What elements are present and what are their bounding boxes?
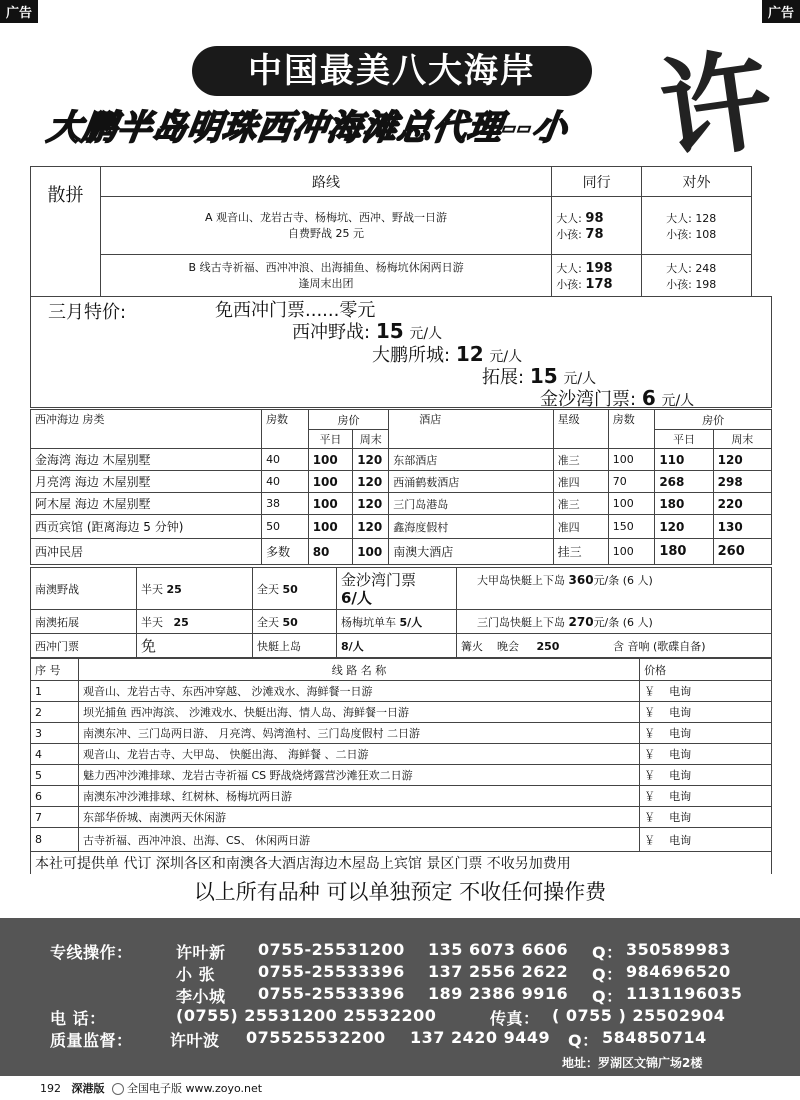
route-name: 坝光捕鱼 西冲海滨、 沙滩戏水、快艇出海、情人岛、海鲜餐一日游	[78, 702, 639, 723]
room-name: 西冲民居	[31, 539, 262, 565]
weekend-header: 周末	[353, 430, 389, 449]
bonfire-label: 篝火	[461, 639, 483, 653]
bike-price: 5/人	[399, 615, 423, 629]
table-row	[31, 786, 772, 807]
special-item-unit: 元/人	[563, 371, 597, 387]
hotel-name: 东部酒店	[389, 449, 553, 471]
route-name: 观音山、龙岩古寺、东西冲穿越、 沙滩戏水、海鲜餐一日游	[78, 681, 639, 702]
table-row	[31, 471, 772, 493]
yuan-icon: ￥	[644, 748, 656, 761]
address: 地址：罗湖区文锦广场2楼	[562, 1056, 703, 1070]
weekend-header: 周末	[713, 430, 771, 449]
price-value: 248	[695, 261, 717, 275]
table-row	[31, 807, 772, 828]
table-row	[31, 765, 772, 786]
contact-name: 李小城	[176, 987, 226, 1006]
contact-mobile: 135 6073 6606	[428, 940, 569, 959]
inquiry-label: 电询	[669, 811, 692, 824]
logo-calligraphy: 许	[652, 33, 780, 177]
route-name-header: 线 路 名 称	[78, 659, 639, 681]
room-name: 金海湾 海边 木屋别墅	[31, 449, 262, 471]
contact-qq: 1131196035	[626, 984, 743, 1003]
room-price-header: 房价	[308, 410, 389, 430]
category-label: 散拼	[31, 167, 101, 297]
edition-label: 深港版	[71, 1082, 105, 1095]
quick-boat-label: 快艇上岛	[253, 634, 337, 658]
yuan-icon: ￥	[644, 833, 656, 847]
room-count: 多数	[262, 539, 309, 565]
weekend-price: 120	[353, 515, 389, 539]
table-row	[31, 539, 772, 565]
price-value: 198	[695, 277, 717, 291]
contact-tel: 0755-25533396	[258, 962, 405, 981]
room-count: 50	[262, 515, 309, 539]
phone-numbers: (0755) 25531200 25532200	[176, 1006, 437, 1025]
hotel-price-header: 房价	[655, 410, 772, 430]
inquiry-label: 电询	[669, 790, 692, 803]
activity-name: 西冲门票	[31, 634, 137, 658]
public-header: 对外	[642, 167, 752, 197]
group-tour-table	[30, 166, 752, 297]
weekday-price: 100	[308, 449, 353, 471]
contact-qq: 350589983	[626, 940, 731, 959]
special-item-unit: 元/人	[661, 393, 695, 409]
jinsha-ticket-label: 金沙湾门票	[341, 570, 417, 589]
weekday-price: 80	[308, 539, 353, 565]
hotline-label: 专线操作：	[50, 943, 133, 962]
route-b-note: 逢周末出团	[298, 276, 354, 290]
hotel-weekend-price: 220	[713, 493, 771, 515]
hotel-name: 南澳大酒店	[389, 539, 553, 565]
route-header: 路线	[100, 167, 551, 197]
bike-label: 杨梅坑单车	[341, 615, 396, 629]
weekend-price: 120	[353, 493, 389, 515]
special-item-price: 6	[641, 386, 656, 410]
hotel-name: 鑫海度假村	[389, 515, 553, 539]
route-no: 6	[31, 786, 79, 807]
child-label: 小孩:	[556, 277, 582, 291]
route-a-peer-price	[552, 197, 642, 255]
special-item-name: 大鹏所城:	[372, 345, 451, 366]
page-title: 中国最美八大海岸	[192, 46, 592, 96]
table-row	[31, 702, 772, 723]
boat-price: 270	[568, 614, 594, 629]
supervisor-qq: 584850714	[602, 1028, 707, 1047]
route-b-peer-price	[552, 255, 642, 297]
child-label: 小孩:	[556, 227, 582, 241]
room-count: 40	[262, 471, 309, 493]
route-name: 东部华侨城、南澳两天休闲游	[78, 807, 639, 828]
logo-icon	[112, 1083, 124, 1095]
route-list-table	[30, 658, 772, 874]
hotel-count-header: 房数	[608, 410, 655, 449]
price-value: 178	[585, 276, 613, 292]
phone-label: 电 话：	[50, 1009, 106, 1028]
contact-mobile: 189 2386 9916	[428, 984, 569, 1003]
route-no: 4	[31, 744, 79, 765]
hotel-count: 100	[608, 493, 655, 515]
special-item-price: 15	[375, 319, 404, 343]
table-row	[31, 828, 772, 852]
full-day-price: 50	[282, 582, 298, 596]
route-name: 南澳东冲、三门岛两日游、 月亮湾、妈湾渔村、三门岛度假村 二日游	[78, 723, 639, 744]
route-a	[100, 197, 551, 255]
table-row	[31, 449, 772, 471]
supervisor-tel: 075525532200	[246, 1028, 386, 1047]
audio-note: 含 音响 (歌碟自备)	[612, 639, 706, 653]
yuan-icon: ￥	[644, 790, 656, 803]
route-name: 南澳东冲沙滩排球、红树林、杨梅坑两日游	[78, 786, 639, 807]
qq-label: Q：	[592, 965, 623, 984]
hotel-weekday-price: 180	[655, 539, 713, 565]
route-a-public-price	[642, 197, 752, 255]
price-header: 价格	[640, 659, 772, 681]
ad-label-right: 广告	[762, 0, 800, 23]
route-no: 3	[31, 723, 79, 744]
inquiry-label: 电询	[669, 727, 692, 740]
free-ticket-offer: 免西冲门票......零元	[215, 300, 376, 321]
special-label: 三月特价:	[48, 302, 127, 323]
no-fee-note: 以上所有品种 可以单独预定 不收任何操作费	[193, 880, 607, 904]
weekday-header: 平日	[655, 430, 713, 449]
yuan-icon: ￥	[644, 706, 656, 719]
supervisor-name: 许叶波	[170, 1031, 220, 1050]
route-name: 魅力西冲沙滩排球、龙岩古寺祈福 CS 野战烧烤露营沙滩狂欢二日游	[78, 765, 639, 786]
full-day-label: 全天	[257, 615, 279, 629]
route-b-public-price	[642, 255, 752, 297]
hotel-count: 150	[608, 515, 655, 539]
route-no: 2	[31, 702, 79, 723]
fax-label: 传真：	[490, 1009, 540, 1028]
hotel-weekend-price: 120	[713, 449, 771, 471]
special-item-price: 15	[529, 364, 558, 388]
room-table	[30, 409, 772, 565]
hotel-weekend-price: 130	[713, 515, 771, 539]
half-day-price: 25	[173, 615, 189, 629]
special-item-unit: 元/人	[489, 349, 523, 365]
hotel-weekday-price: 268	[655, 471, 713, 493]
route-b-desc: B 线古寺祈福、西冲冲浪、出海捕鱼、杨梅坑休闲两日游	[188, 260, 464, 274]
inquiry-label: 电询	[669, 706, 692, 719]
hotel-count: 100	[608, 449, 655, 471]
hotel-star: 准四	[553, 471, 608, 493]
adult-label: 大人:	[666, 211, 692, 225]
fax-number: ( 0755 ) 25502904	[552, 1006, 726, 1025]
supervisor-mobile: 137 2420 9449	[410, 1028, 551, 1047]
weekday-price: 100	[308, 493, 353, 515]
full-day-label: 全天	[257, 582, 279, 596]
child-label: 小孩:	[666, 277, 692, 291]
adult-label: 大人:	[556, 211, 582, 225]
party-label: 晚会	[497, 639, 519, 653]
route-b	[100, 255, 551, 297]
inquiry-label: 电询	[669, 833, 692, 847]
page-subtitle: 大鹏半岛明珠西冲海滩总代理--小	[44, 108, 571, 148]
weekday-price: 100	[308, 515, 353, 539]
boat-route: 大甲岛快艇上下岛	[477, 574, 565, 587]
table-row	[31, 723, 772, 744]
activity-name: 南澳拓展	[31, 610, 137, 634]
inquiry-label: 电询	[669, 685, 692, 698]
price-value: 128	[695, 211, 717, 225]
party-price: 250	[536, 639, 560, 653]
hotel-star: 挂三	[553, 539, 608, 565]
child-label: 小孩:	[666, 227, 692, 241]
hotel-count: 100	[608, 539, 655, 565]
price-value: 98	[585, 210, 604, 226]
table-row	[31, 744, 772, 765]
inquiry-label: 电询	[669, 769, 692, 782]
hotel-weekday-price: 120	[655, 515, 713, 539]
route-name: 观音山、龙岩古寺、大甲岛、 快艇出海、 海鲜餐 、二日游	[78, 744, 639, 765]
price-value: 198	[585, 260, 613, 276]
adult-label: 大人:	[556, 261, 582, 275]
qq-label: Q：	[592, 943, 623, 962]
contact-section	[0, 918, 800, 1076]
room-count-header: 房数	[262, 410, 309, 449]
half-day-label: 半天	[141, 582, 163, 596]
room-count: 40	[262, 449, 309, 471]
boat-unit: 元/条 (6 人)	[593, 615, 653, 629]
table-row	[31, 681, 772, 702]
route-a-note: 自费野战 25 元	[288, 226, 365, 240]
hotel-star: 准四	[553, 515, 608, 539]
yuan-icon: ￥	[644, 811, 656, 824]
boat-unit: 元/条 (6 人)	[593, 574, 653, 587]
special-item-name: 金沙湾门票:	[540, 389, 637, 410]
contact-name: 小 张	[176, 965, 216, 984]
price-value: 78	[585, 226, 604, 242]
special-item-name: 西冲野战:	[292, 322, 371, 343]
seq-header: 序 号	[31, 659, 79, 681]
room-name: 西贡宾馆 (距离海边 5 分钟)	[31, 515, 262, 539]
hotel-weekend-price: 298	[713, 471, 771, 493]
hotel-weekday-price: 180	[655, 493, 713, 515]
room-type-header: 西冲海边 房类	[31, 410, 262, 449]
contact-name: 许叶新	[176, 943, 226, 962]
special-item-price: 12	[455, 342, 484, 366]
route-a-desc: A 观音山、龙岩古寺、杨梅坑、西冲、野战一日游	[205, 210, 448, 224]
hotel-name: 三门岛港岛	[389, 493, 553, 515]
yuan-icon: ￥	[644, 769, 656, 782]
hotel-star: 准三	[553, 493, 608, 515]
room-name: 月亮湾 海边 木屋别墅	[31, 471, 262, 493]
contact-tel: 0755-25533396	[258, 984, 405, 1003]
half-day-price: 25	[166, 582, 182, 596]
qq-label: Q：	[568, 1031, 599, 1050]
weekend-price: 120	[353, 471, 389, 493]
boat-price: 360	[568, 573, 594, 587]
hotel-weekend-price: 260	[713, 539, 771, 565]
special-item	[540, 385, 694, 411]
table-row	[31, 515, 772, 539]
special-item-name: 拓展:	[482, 367, 525, 388]
room-count: 38	[262, 493, 309, 515]
special-item-unit: 元/人	[409, 326, 443, 342]
jinsha-ticket-price: 6/人	[341, 588, 372, 607]
room-name: 阿木屋 海边 木屋别墅	[31, 493, 262, 515]
weekend-price: 100	[353, 539, 389, 565]
activity-name: 南澳野战	[31, 568, 137, 610]
weekday-price: 100	[308, 471, 353, 493]
supervise-label: 质量监督：	[50, 1031, 133, 1050]
yuan-icon: ￥	[644, 685, 656, 698]
contact-tel: 0755-25531200	[258, 940, 405, 959]
hotel-star: 准三	[553, 449, 608, 471]
service-note: 本社可提供单 代订 深圳各区和南澳各大酒店海边木屋岛上宾馆 景区门票 不收另加费用	[31, 852, 772, 875]
route-no: 1	[31, 681, 79, 702]
page-footer	[0, 1078, 800, 1100]
contact-mobile: 137 2556 2622	[428, 962, 569, 981]
weekday-header: 平日	[308, 430, 353, 449]
quick-boat-price: 8/人	[337, 634, 457, 658]
route-no: 7	[31, 807, 79, 828]
inquiry-label: 电询	[669, 748, 692, 761]
ad-label-left: 广告	[0, 0, 38, 23]
weekend-price: 120	[353, 449, 389, 471]
contact-qq: 984696520	[626, 962, 731, 981]
route-no: 5	[31, 765, 79, 786]
route-no: 8	[31, 828, 79, 852]
qq-label: Q：	[592, 987, 623, 1006]
hotel-count: 70	[608, 471, 655, 493]
adult-label: 大人:	[666, 261, 692, 275]
hotel-weekday-price: 110	[655, 449, 713, 471]
full-day-price: 50	[282, 615, 298, 629]
half-day-label: 半天	[141, 615, 163, 629]
star-header: 星级	[553, 410, 608, 449]
hotel-name: 西涌鹤薮酒店	[389, 471, 553, 493]
route-name: 古寺祈福、西冲冲浪、出海、CS、 休闲两日游	[78, 828, 639, 852]
boat-route: 三门岛快艇上下岛	[477, 615, 565, 629]
page-number: 192	[40, 1082, 61, 1095]
activity-table	[30, 567, 772, 658]
site-link[interactable]: 全国电子版 www.zoyo.net	[127, 1082, 263, 1095]
peer-header: 同行	[552, 167, 642, 197]
price-value: 108	[695, 227, 717, 241]
yuan-icon: ￥	[644, 727, 656, 740]
free-label: 免	[137, 634, 253, 658]
table-row	[31, 493, 772, 515]
hotel-header: 酒店	[389, 410, 553, 449]
